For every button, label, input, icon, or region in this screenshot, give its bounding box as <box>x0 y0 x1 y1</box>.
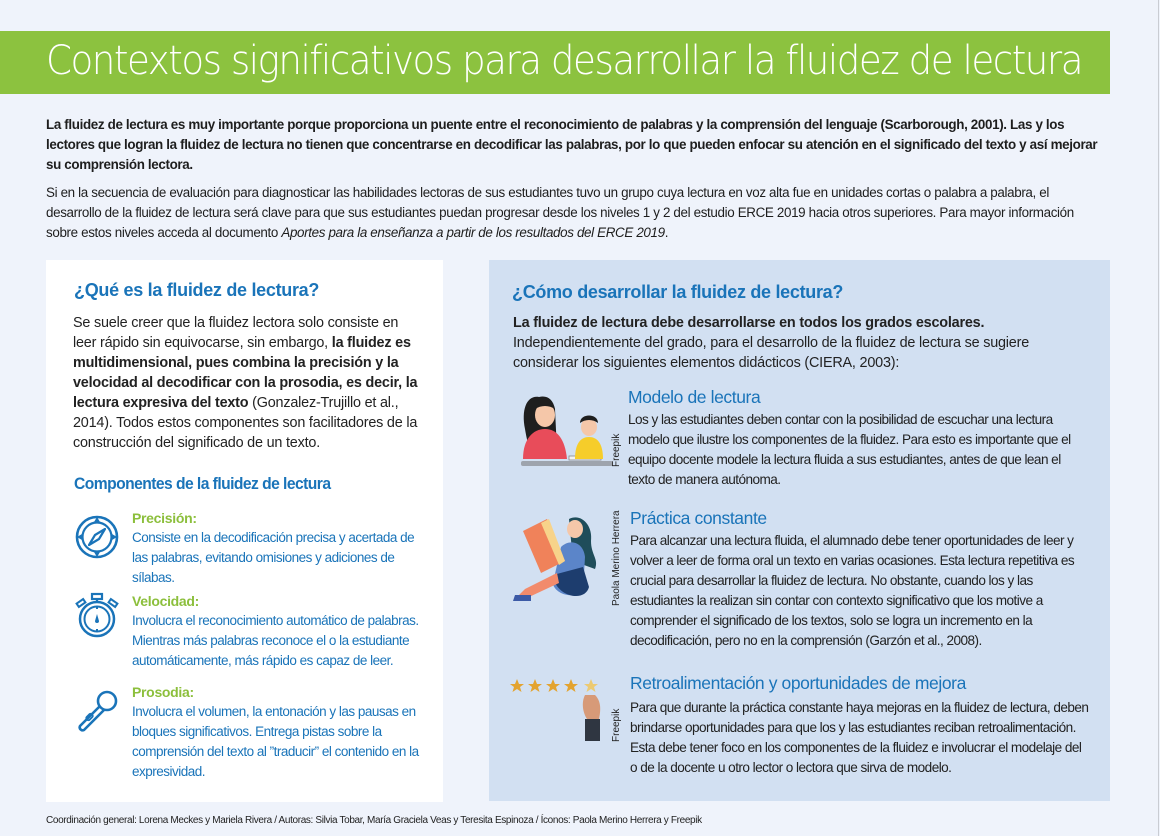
item-title: Retroalimentación y oportunidades de mejora <box>630 673 966 693</box>
credits-footer: Coordinación general: Lorena Meckes y Mariela Rivera / Autoras: Silvia Tobar, María Graciela Veas y Teresita Espinoza / Íconos: Paola Merino Herrera y Freepik <box>46 815 702 826</box>
definition-end: (Gonzalez-Trujillo et al., 2014). Todos estos componentes son facilitadores de la construcción del significado de un texto. <box>73 395 418 451</box>
component-title: Velocidad: <box>132 593 200 609</box>
intro-paragraph-2-end: . <box>664 225 669 240</box>
item-title: Modelo de lectura <box>628 387 761 407</box>
intro-text: Independientemente del grado, para el desarrollo de la fluidez de lectura se sugiere considerar los siguientes elementos didácticos (CIERA, 2003): <box>513 335 1030 371</box>
intro-paragraph-2-text: Si en la secuencia de evaluación para diagnosticar las habilidades lectoras de sus estudiantes tuvo un grupo cuya lectura en voz alta fue en unidades cortas o palabra a palabra, el desarrollo de la fluidez de lectura será clave para que sus estudiantes puedan progresar desde los niveles 1 y 2 del estudio ERCE 2019 hacia otros superiores. Para mayor información sobre estos niveles acceda al documento <box>46 185 1074 240</box>
title-banner <box>0 31 1110 94</box>
how-to-develop-title: ¿Cómo desarrollar la fluidez de lectura? <box>512 282 844 302</box>
item-text: Para que durante la práctica constante haya mejoras en la fluidez de lectura, deben brindarse oportunidades para que los y las estudiantes reciban retroalimentación. Esta debe tener foco en los componentes de la fluidez e involucrar el modelaje del o de la docente u otro lector o lectora que sirva de modelo. <box>630 700 1089 775</box>
microphone-icon <box>74 688 120 734</box>
illustration-credit: Paola Merino Herrera <box>611 510 622 606</box>
intro-paragraph-1: La fluidez de lectura es muy importante porque proporciona un puente entre el reconocimiento de palabras y la comprensión del lenguaje (Scarborough, 2001). Las y los lectores que logran la fluidez de lectura no tienen que concentrarse en decodificar las palabras, por lo que pueden enfocar su atención en el significado del texto y así mejorar su comprensión lectora. <box>46 117 1098 172</box>
intro-bold: La fluidez de lectura debe desarrollarse en todos los grados escolares. <box>513 315 985 331</box>
illustration-credit: Freepik <box>611 708 622 742</box>
item-title: Práctica constante <box>630 508 767 528</box>
what-is-fluency-panel <box>46 260 443 802</box>
component-text: Involucra el reconocimiento automático de palabras. Mientras más palabras reconoce el o la estudiante automáticamente, más rápido es capaz de leer. <box>132 613 419 668</box>
girl-reading-illustration <box>509 511 619 603</box>
intro-section <box>46 115 1106 251</box>
stopwatch-icon <box>74 590 120 640</box>
star-rating-illustration <box>509 673 619 745</box>
component-title: Precisión: <box>132 510 197 526</box>
item-text: Los y las estudiantes deben contar con la posibilidad de escuchar una lectura modelo que ilustre los componentes de la fluidez. Para esto es importante que el equipo docente modele la lectura fluida a sus estudiantes, antes de que lean el texto de manera autónoma. <box>628 412 1071 487</box>
definition-bold: la fluidez es multidimensional, pues combina la precisión y la velocidad al decodificar con la prosodia, es decir, la lectura expresiva del texto <box>73 335 418 411</box>
document-reference: Aportes para la enseñanza a partir de los resultados del ERCE 2019 <box>281 225 665 240</box>
page-title: Contextos significativos para desarrollar la fluidez de lectura <box>46 38 1083 84</box>
component-text: Involucra el volumen, la entonación y las pausas en bloques significativos. Entrega pistas sobre la comprensión del texto al ”traducir” el contenido en la expresividad. <box>132 704 419 779</box>
page-edge-divider <box>1158 0 1159 836</box>
how-to-develop-panel <box>489 260 1110 801</box>
teacher-child-illustration <box>509 389 619 469</box>
how-to-develop-text <box>513 313 1093 373</box>
component-title: Prosodia: <box>132 684 194 700</box>
compass-icon <box>74 514 120 560</box>
definition-start: Se suele creer que la fluidez lectora solo consiste en leer rápido sin equivocarse, sin embargo, <box>73 315 399 351</box>
intro-paragraph-2 <box>46 183 1106 243</box>
illustration-credit: Freepik <box>611 433 622 467</box>
item-text: Para alcanzar una lectura fluida, el alumnado debe tener oportunidades de leer y volver a leer de forma oral un texto en varias ocasiones. Esta lectura repetitiva es crucial para desarrollar la fluidez de lectura. No obstante, cuando los y las estudiantes la realizan sin contar con contexto significativo que los motive a comprender el significado de los textos, solo se logra un incremento en la decodificación, pero no en la comprensión (Garzón et al., 2008). <box>630 533 1075 648</box>
components-title: Componentes de la fluidez de lectura <box>74 474 331 493</box>
what-is-fluency-title: ¿Qué es la fluidez de lectura? <box>74 280 320 300</box>
component-text: Consiste en la decodificación precisa y acertada de las palabras, evitando omisiones y adiciones de sílabas. <box>132 530 415 585</box>
what-is-fluency-text <box>73 313 418 453</box>
